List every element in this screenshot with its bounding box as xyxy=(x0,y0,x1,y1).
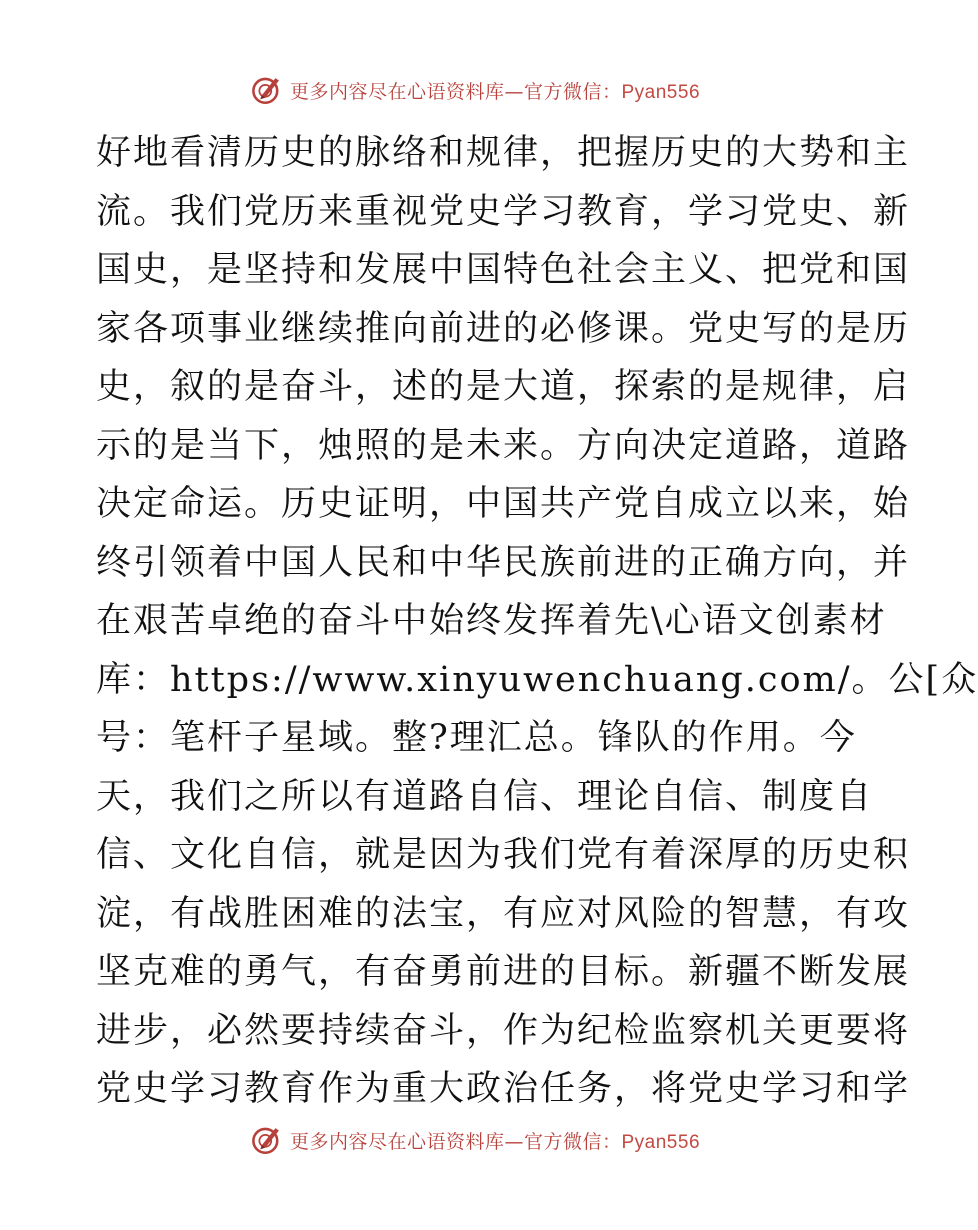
body-line: 淀，有战胜困难的法宝，有应对风险的智慧，有攻 xyxy=(96,893,911,934)
body-line: 示的是当下，烛照的是未来。方向决定道路，道路 xyxy=(96,425,911,466)
body-line: 库：https://www.xinyuwenchuang.com/。公[众 xyxy=(96,659,978,700)
body-line: 国史，是坚持和发展中国特色社会主义、把党和国 xyxy=(96,250,911,290)
body-line: 史，叙的是奋斗，述的是大道，探索的是规律，启 xyxy=(96,367,911,407)
body-line: 信、文化自信，就是因为我们党有着深厚的历史积 xyxy=(96,835,911,875)
body-line: 天，我们之所以有道路自信、理论自信、制度自 xyxy=(96,776,874,817)
body-line: 决定命运。历史证明，中国共产党自成立以来，始 xyxy=(96,484,911,524)
body-line: 坚克难的勇气，有奋勇前进的目标。新疆不断发展 xyxy=(96,952,911,992)
body-line: 进步，必然要持续奋斗，作为纪检监察机关更要将 xyxy=(96,1010,911,1051)
pen-logo-icon xyxy=(250,73,284,107)
header-banner xyxy=(0,70,950,110)
header-slogan xyxy=(290,77,700,104)
body-line: 在艰苦卓绝的奋斗中始终发挥着先\心语文创素材 xyxy=(96,601,887,641)
body-line: 好地看清历史的脉络和规律，把握历史的大势和主 xyxy=(96,133,911,173)
header-wechat-id: Pyan556 xyxy=(621,81,701,103)
body-line: 党史学习教育作为重大政治任务，将党史学习和学 xyxy=(96,1069,911,1109)
pen-logo-icon xyxy=(250,1123,284,1157)
body-line: 家各项事业继续推向前进的必修课。党史写的是历 xyxy=(96,308,911,349)
document-body xyxy=(96,124,978,1119)
footer-wechat-id: Pyan556 xyxy=(621,1131,701,1153)
footer-slogan-text: 更多内容尽在心语资料库—官方微信： xyxy=(289,1130,622,1153)
footer-banner xyxy=(0,1120,950,1160)
footer-slogan xyxy=(290,1127,700,1154)
body-line: 号：笔杆子星域。整?理汇总。锋队的作用。今 xyxy=(96,718,857,758)
body-line: 终引领着中国人民和中华民族前进的正确方向，并 xyxy=(96,542,911,583)
header-slogan-text: 更多内容尽在心语资料库—官方微信： xyxy=(289,80,622,103)
body-line: 流。我们党历来重视党史学习教育，学习党史、新 xyxy=(96,191,911,232)
